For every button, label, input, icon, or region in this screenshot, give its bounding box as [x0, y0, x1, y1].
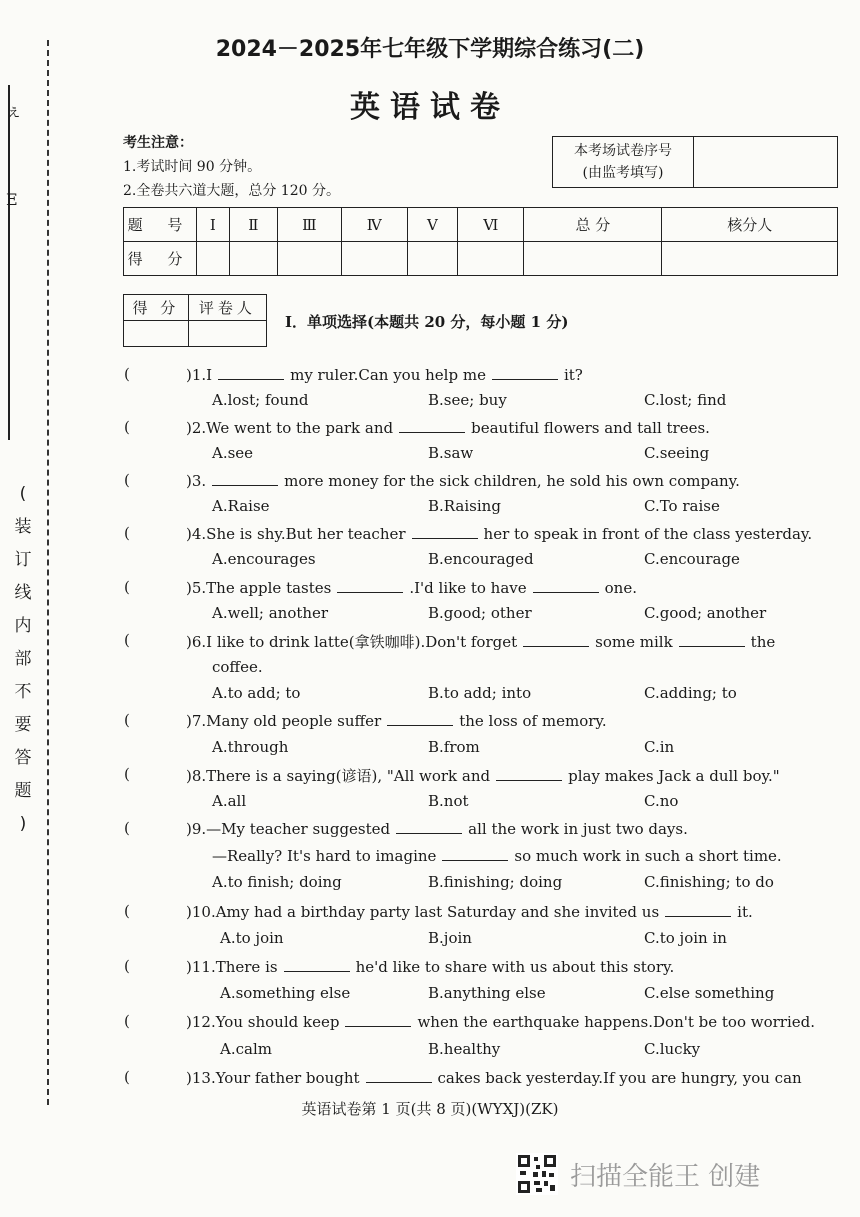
- answer-blank[interactable]: [345, 1012, 411, 1027]
- score-table-score-row: [124, 242, 838, 276]
- answer-option[interactable]: C.seeing: [644, 444, 710, 462]
- question-stem: [186, 578, 637, 597]
- score-table: [123, 207, 838, 276]
- question-text: her to speak in front of the class yesterday.: [483, 525, 813, 543]
- answer-option[interactable]: A.to join: [220, 929, 284, 947]
- answer-option[interactable]: A.encourages: [212, 550, 316, 568]
- answer-blank[interactable]: [523, 632, 589, 647]
- question-text: cakes back yesterday.If you are hungry, you can: [437, 1069, 802, 1087]
- question-text: the: [750, 633, 776, 651]
- question-text: )5.The apple tastes: [186, 579, 332, 597]
- question-text: all the work in just two days.: [468, 820, 688, 838]
- question-stem: [186, 819, 688, 838]
- question-text: coffee.: [212, 658, 263, 676]
- answer-option[interactable]: B.anything else: [428, 984, 546, 1002]
- answer-paren[interactable]: (: [124, 471, 130, 489]
- answer-option[interactable]: A.all: [212, 792, 247, 810]
- question-stem: [186, 524, 812, 543]
- score-table-header-cell: Ⅲ: [277, 208, 341, 242]
- binding-note-char: 内: [14, 616, 32, 636]
- answer-paren[interactable]: (: [124, 365, 130, 383]
- answer-option[interactable]: A.something else: [220, 984, 351, 1002]
- answer-blank[interactable]: [337, 578, 403, 593]
- answer-blank[interactable]: [284, 957, 350, 972]
- binding-note-char: 线: [14, 583, 32, 603]
- answer-option[interactable]: B.join: [428, 929, 472, 947]
- question-text: when the earthquake happens.Don't be too worried.: [417, 1013, 816, 1031]
- scanner-watermark: [516, 1153, 760, 1195]
- score-row-label: 得 分: [124, 242, 197, 276]
- exam-title: 2024－2025年七年级下学期综合练习(二): [215, 37, 645, 62]
- question-text: )9.—My teacher suggested: [186, 820, 391, 838]
- answer-blank[interactable]: [399, 418, 465, 433]
- answer-paren[interactable]: (: [124, 578, 130, 596]
- question-text: it?: [563, 366, 583, 384]
- answer-paren[interactable]: (: [124, 819, 130, 837]
- notice-line: 2.全卷共六道大题，总分 120 分。: [123, 183, 340, 199]
- score-cell[interactable]: [662, 242, 838, 276]
- qr-code-icon: [516, 1153, 558, 1195]
- question-text: more money for the sick children, he sold his own company.: [284, 472, 740, 490]
- score-table-header-cell: 题 号: [124, 208, 197, 242]
- question-text: the loss of memory.: [459, 712, 607, 730]
- question-stem: [186, 902, 753, 921]
- score-table-header-cell: Ⅵ: [458, 208, 524, 242]
- score-cell[interactable]: [458, 242, 524, 276]
- answer-option[interactable]: B.encouraged: [428, 550, 534, 568]
- seat-number-field[interactable]: [694, 137, 837, 187]
- question-text: one.: [604, 579, 637, 597]
- answer-option[interactable]: A.to add; to: [212, 684, 301, 702]
- watermark-text: 扫描全能王 创建: [570, 1161, 761, 1192]
- section-title: Ⅰ．单项选择(本题共 20 分，每小题 1 分): [285, 313, 569, 331]
- answer-option[interactable]: A.lost; found: [212, 391, 309, 409]
- answer-blank[interactable]: [533, 578, 599, 593]
- margin-fragment: ぇ: [6, 101, 23, 120]
- question-stem: [186, 1068, 802, 1087]
- answer-option[interactable]: C.lost; find: [644, 391, 727, 409]
- answer-paren[interactable]: (: [124, 631, 130, 649]
- answer-paren[interactable]: (: [124, 1068, 130, 1086]
- binding-note-vertical: [12, 478, 34, 841]
- question-text: )6.I like to drink latte(拿铁咖啡).Don't forget: [186, 633, 518, 651]
- grader-table-header: 评卷人: [188, 295, 266, 321]
- answer-option[interactable]: C.no: [644, 792, 679, 810]
- answer-blank[interactable]: [366, 1068, 432, 1083]
- question-text: beautiful flowers and tall trees.: [471, 419, 710, 437]
- answer-option[interactable]: C.else something: [644, 984, 775, 1002]
- score-table-header-cell: 总 分: [524, 208, 662, 242]
- binding-note-char: 答: [14, 748, 32, 768]
- answer-option[interactable]: A.calm: [220, 1040, 272, 1058]
- answer-blank[interactable]: [387, 711, 453, 726]
- score-table-header-cell: Ⅳ: [341, 208, 407, 242]
- question-text: )2.We went to the park and: [186, 419, 394, 437]
- answer-paren[interactable]: (: [124, 902, 130, 920]
- answer-paren[interactable]: (: [124, 524, 130, 542]
- question-stem: [186, 711, 607, 730]
- answer-option[interactable]: A.see: [212, 444, 254, 462]
- answer-option[interactable]: A.through: [212, 738, 289, 756]
- answer-blank[interactable]: [665, 902, 731, 917]
- score-table-header-cell: Ⅰ: [197, 208, 230, 242]
- score-table-header-cell: Ⅴ: [407, 208, 458, 242]
- answer-option[interactable]: B.good; other: [428, 604, 532, 622]
- answer-option[interactable]: B.healthy: [428, 1040, 501, 1058]
- question-text: )7.Many old people suffer: [186, 712, 382, 730]
- question-text: )3.: [186, 472, 207, 490]
- question-text: he'd like to share with us about this story.: [355, 958, 675, 976]
- answer-option[interactable]: C.lucky: [644, 1040, 701, 1058]
- answer-paren[interactable]: (: [124, 1012, 130, 1030]
- binding-note-char: ): [19, 814, 27, 834]
- question-text: )8.There is a saying(谚语), "All work and: [186, 767, 491, 785]
- question-text: )4.She is shy.But her teacher: [186, 525, 406, 543]
- answer-option[interactable]: A.well; another: [212, 604, 329, 622]
- candidate-notice: [123, 131, 340, 203]
- question-text: )13.Your father bought: [186, 1069, 360, 1087]
- answer-option[interactable]: A.to finish; doing: [212, 873, 342, 891]
- answer-option[interactable]: B.finishing; doing: [428, 873, 563, 891]
- answer-option[interactable]: C.adding; to: [644, 684, 737, 702]
- binding-note-char: 要: [14, 715, 32, 735]
- seat-number-box: [552, 136, 838, 188]
- answer-option[interactable]: B.see; buy: [428, 391, 507, 409]
- answer-option[interactable]: B.to add; into: [428, 684, 532, 702]
- question-stem: [186, 631, 775, 652]
- answer-paren[interactable]: (: [124, 765, 130, 783]
- grader-table: [123, 294, 267, 347]
- answer-blank[interactable]: [442, 846, 508, 861]
- answer-paren[interactable]: (: [124, 957, 130, 975]
- answer-blank[interactable]: [218, 365, 284, 380]
- question-text: )1.I: [186, 366, 213, 384]
- answer-blank[interactable]: [212, 471, 278, 486]
- answer-blank[interactable]: [496, 766, 562, 781]
- question-text: it.: [737, 903, 753, 921]
- score-table-header-cell: Ⅱ: [229, 208, 277, 242]
- answer-option[interactable]: C.to join in: [644, 929, 727, 947]
- answer-option[interactable]: B.not: [428, 792, 469, 810]
- notice-title: 考生注意：: [123, 135, 193, 151]
- score-table-header-row: [124, 208, 838, 242]
- score-cell[interactable]: [524, 242, 662, 276]
- binding-note-char: 不: [14, 682, 32, 702]
- question-text: play makes Jack a dull boy.": [568, 767, 780, 785]
- answer-blank[interactable]: [412, 524, 478, 539]
- answer-option[interactable]: C.in: [644, 738, 675, 756]
- seat-number-label: 本考场试卷序号 (由监考填写): [553, 137, 694, 187]
- score-cell[interactable]: [229, 242, 277, 276]
- answer-blank[interactable]: [679, 632, 745, 647]
- score-cell[interactable]: [197, 242, 230, 276]
- answer-paren[interactable]: (: [124, 418, 130, 436]
- answer-option[interactable]: C.finishing; to do: [644, 873, 774, 891]
- binding-note-char: 订: [14, 550, 32, 570]
- grader-name-cell[interactable]: [188, 321, 266, 347]
- answer-option[interactable]: C.encourage: [644, 550, 740, 568]
- grader-score-cell[interactable]: [124, 321, 189, 347]
- binding-dashed-line: [47, 40, 49, 1105]
- exam-subtitle: 英语试卷: [350, 90, 510, 125]
- binding-margin-line: [8, 85, 24, 440]
- question-text: )10.Amy had a birthday party last Saturday and she invited us: [186, 903, 660, 921]
- binding-note-char: (: [19, 484, 27, 504]
- score-cell[interactable]: [407, 242, 458, 276]
- question-stem: [186, 957, 674, 976]
- answer-option[interactable]: B.Raising: [428, 497, 501, 515]
- question-stem: [186, 418, 710, 437]
- question-text: so much work in such a short time.: [514, 847, 782, 865]
- question-stem: [186, 365, 583, 384]
- score-cell[interactable]: [277, 242, 341, 276]
- binding-note-char: 题: [14, 781, 32, 801]
- answer-blank[interactable]: [492, 365, 558, 380]
- answer-option[interactable]: C.good; another: [644, 604, 767, 622]
- question-text: .I'd like to have: [409, 579, 527, 597]
- question-text: )11.There is: [186, 958, 278, 976]
- question-stem: [186, 471, 740, 490]
- answer-option[interactable]: C.To raise: [644, 497, 720, 515]
- notice-line: 1.考试时间 90 分钟。: [123, 159, 262, 175]
- question-stem: [186, 765, 780, 786]
- answer-blank[interactable]: [396, 819, 462, 834]
- binding-note-char: 部: [14, 649, 32, 669]
- score-table-header-cell: 核分人: [662, 208, 838, 242]
- question-stem: [186, 1012, 815, 1031]
- page-footer: 英语试卷第 1 页(共 8 页)(WYXJ)(ZK): [301, 1100, 559, 1118]
- question-text: —Really? It's hard to imagine: [212, 847, 437, 865]
- question-text: )12.You should keep: [186, 1013, 340, 1031]
- answer-option[interactable]: B.from: [428, 738, 480, 756]
- question-text: my ruler.Can you help me: [290, 366, 486, 384]
- grader-table-header: 得 分: [124, 295, 189, 321]
- score-cell[interactable]: [341, 242, 407, 276]
- margin-fragment: E: [6, 190, 18, 209]
- question-text: some milk: [595, 633, 673, 651]
- answer-option[interactable]: B.saw: [428, 444, 474, 462]
- binding-note-char: 装: [14, 517, 32, 537]
- answer-option[interactable]: A.Raise: [212, 497, 270, 515]
- answer-paren[interactable]: (: [124, 711, 130, 729]
